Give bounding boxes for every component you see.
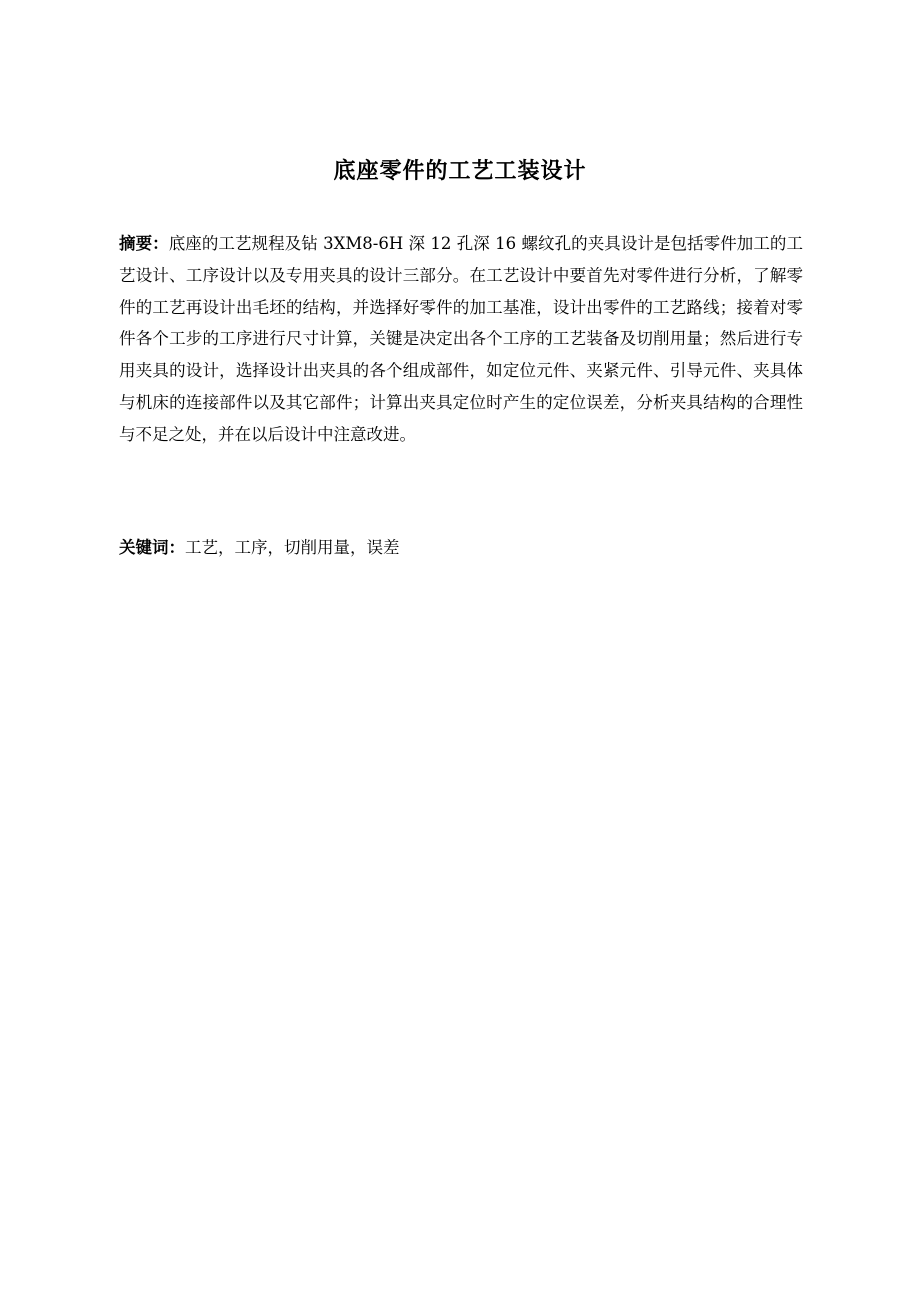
abstract-text: 底座的工艺规程及钻 3XM8-6H 深 12 孔深 16 螺纹孔的夹具设计是包括零件加工的工艺设计、工序设计以及专用夹具的设计三部分。在工艺设计中要首先对零件进行分析，了解零件的工艺再设计出毛坯的结构，并选择好零件的加工基准，设计出零件的工艺路线；接着对零件各个工步的工序进行尺寸计算，关键是决定出各个工序的工艺装备及切削用量；然后进行专用夹具的设计，选择设计出夹具的各个组成部件，如定位元件、夹紧元件、引导元件、夹具体与机床的连接部件以及其它部件；计算出夹具定位时产生的定位误差，分析夹具结构的合理性与不足之处，并在以后设计中注意改进。 xyxy=(119,234,804,444)
paper-title: 底座零件的工艺工装设计 xyxy=(333,159,587,184)
keywords-text: 工艺，工序，切削用量，误差 xyxy=(185,538,400,557)
abstract-label: 摘要： xyxy=(119,234,169,253)
abstract-paragraph xyxy=(119,228,803,451)
keywords-paragraph xyxy=(119,532,803,564)
keywords-label: 关键词： xyxy=(119,538,185,557)
